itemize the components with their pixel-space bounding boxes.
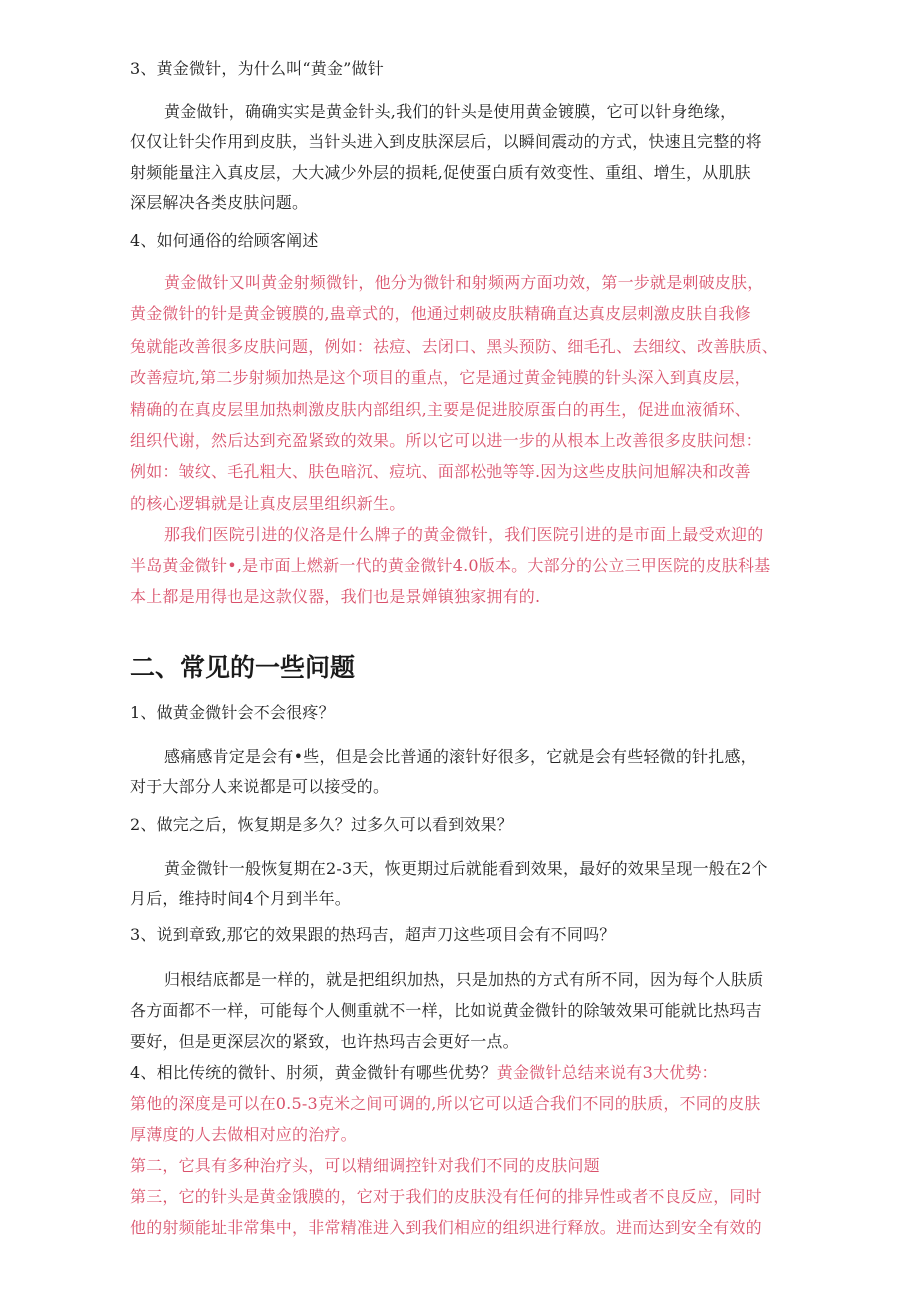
faq4-summary-text: 黄金微针总结来说有3大优势： (496, 1063, 718, 1082)
faq-question: 3、说到章致,那它的效果跟的热玛吉，超声刀这些项目会有不同吗？ (130, 925, 616, 944)
section-heading: 二、常见的一些问题 (130, 653, 356, 682)
paragraph-line: 深层解决各类皮肤问题。 (130, 193, 309, 212)
faq4-question-text: 4、相比传统的微针、肘须，黄金微针有哪些优势？ (130, 1063, 497, 1082)
faq-answer-line: 厚薄度的人去做相对应的治疗。 (130, 1125, 357, 1144)
paragraph-line: 例如：皱纹、毛孔粗大、肤色暗沉、痘坑、面部松弛等等.因为这些皮肤问旭解决和改善 (130, 462, 751, 481)
paragraph-line: 半岛黄金微针•,是市面上燃新一代的黄金微针4.0版本。大部分的公立三甲医院的皮肤科基 (130, 556, 771, 575)
faq-question (130, 1060, 792, 1083)
paragraph-line: 本上都是用得也是这款仪器，我们也是景婵镇独家拥有的. (130, 587, 541, 606)
paragraph-line: 仅仅让针尖作用到皮肤，当针头进入到皮肤深层后，以瞬间震动的方式，快速且完整的将 (130, 132, 762, 151)
faq-answer-line: 对于大部分人来说都是可以接受的。 (130, 777, 390, 796)
q4-title: 4、如何通俗的给顾客阐述 (130, 231, 319, 250)
faq-answer-line: 第三，它的针头是黄金饿膜的，它对于我们的皮肤没有任何的排异性或者不良反应，同时 (130, 1187, 762, 1206)
paragraph-line: 那我们医院引进的仪洛是什么牌子的黄金微针，我们医院引进的是市面上最受欢迎的 (164, 525, 764, 544)
paragraph-line: 黄金做针，确确实实是黄金针头,我们的针头是使用黄金镀膜，它可以针身绝缘， (164, 102, 737, 121)
paragraph-line: 射频能量注入真皮层，大大减少外层的损耗,促使蛋白质有效变性、重组、增生，从肌肤 (130, 163, 751, 182)
paragraph-line: 精确的在真皮层里加热刺激皮肤内部组织,主要是促进胶原蛋白的再生，促进血液循环、 (130, 400, 751, 419)
faq-answer-line: 感痛感肯定是会有•些，但是会比普通的滚针好很多，它就是会有些轻微的针扎感， (164, 747, 757, 766)
paragraph-line: 黄金做针又叫黄金射频微针，他分为微针和射频两方面功效，第一步就是刺破皮肤， (164, 273, 764, 292)
faq-answer-line: 第二，它具有多种治疗头，可以精细调控针对我们不同的皮肤问题 (130, 1156, 600, 1175)
paragraph-line: 的核心逻辑就是让真皮层里组织新生。 (130, 494, 406, 513)
paragraph-line: 黄金微针的针是黄金镀膜的,蛊章式的，他通过刺破皮肤精确直达真皮层刺激皮肤自我修 (130, 304, 751, 323)
paragraph-line: 改善痘坑,第二步射频加热是这个项目的重点，它是通过黄金钝膜的针头深入到真皮层， (130, 368, 751, 387)
faq-question: 1、做黄金微针会不会很疼？ (130, 703, 335, 722)
faq-answer-line: 黄金微针一般恢复期在2-3天，恢更期过后就能看到效果，最好的效果呈现一般在2个 (164, 859, 768, 878)
faq-answer-line: 各方面都不一样，可能每个人侧重就不一样，比如说黄金微针的除皱效果可能就比热玛吉 (130, 1001, 762, 1020)
faq-question: 2、做完之后，恢复期是多久？过多久可以看到效果？ (130, 815, 513, 834)
faq-answer-line: 第他的深度是可以在0.5-3克米之间可调的,所以它可以适合我们不同的肤质，不同的皮肤 (130, 1094, 761, 1113)
faq-answer-line: 归根结底都是一样的，就是把组织加热，只是加热的方式有所不同，因为每个人肤质 (164, 970, 764, 989)
faq-answer-line: 要好，但是更深层次的紧致，也许热玛吉会更好一点。 (130, 1032, 519, 1051)
faq-answer-line: 月后，维持时间4个月到半年。 (130, 889, 351, 908)
q3-title: 3、黄金微针，为什么叫“黄金”做针 (130, 59, 384, 78)
paragraph-line: 兔就能改善很多皮肤问题，例如：祛痘、去闭口、黑头预防、细毛孔、去细纹、改善肤质、 (130, 337, 779, 356)
faq-answer-line: 他的射频能址非常集中，非常精准进入到我们相应的组织进行释放。进而达到安全有效的 (130, 1218, 762, 1237)
paragraph-line: 组织代谢，然后达到充盈紧致的效果。所以它可以进一步的从根本上改善很多皮肤问想： (130, 431, 762, 450)
